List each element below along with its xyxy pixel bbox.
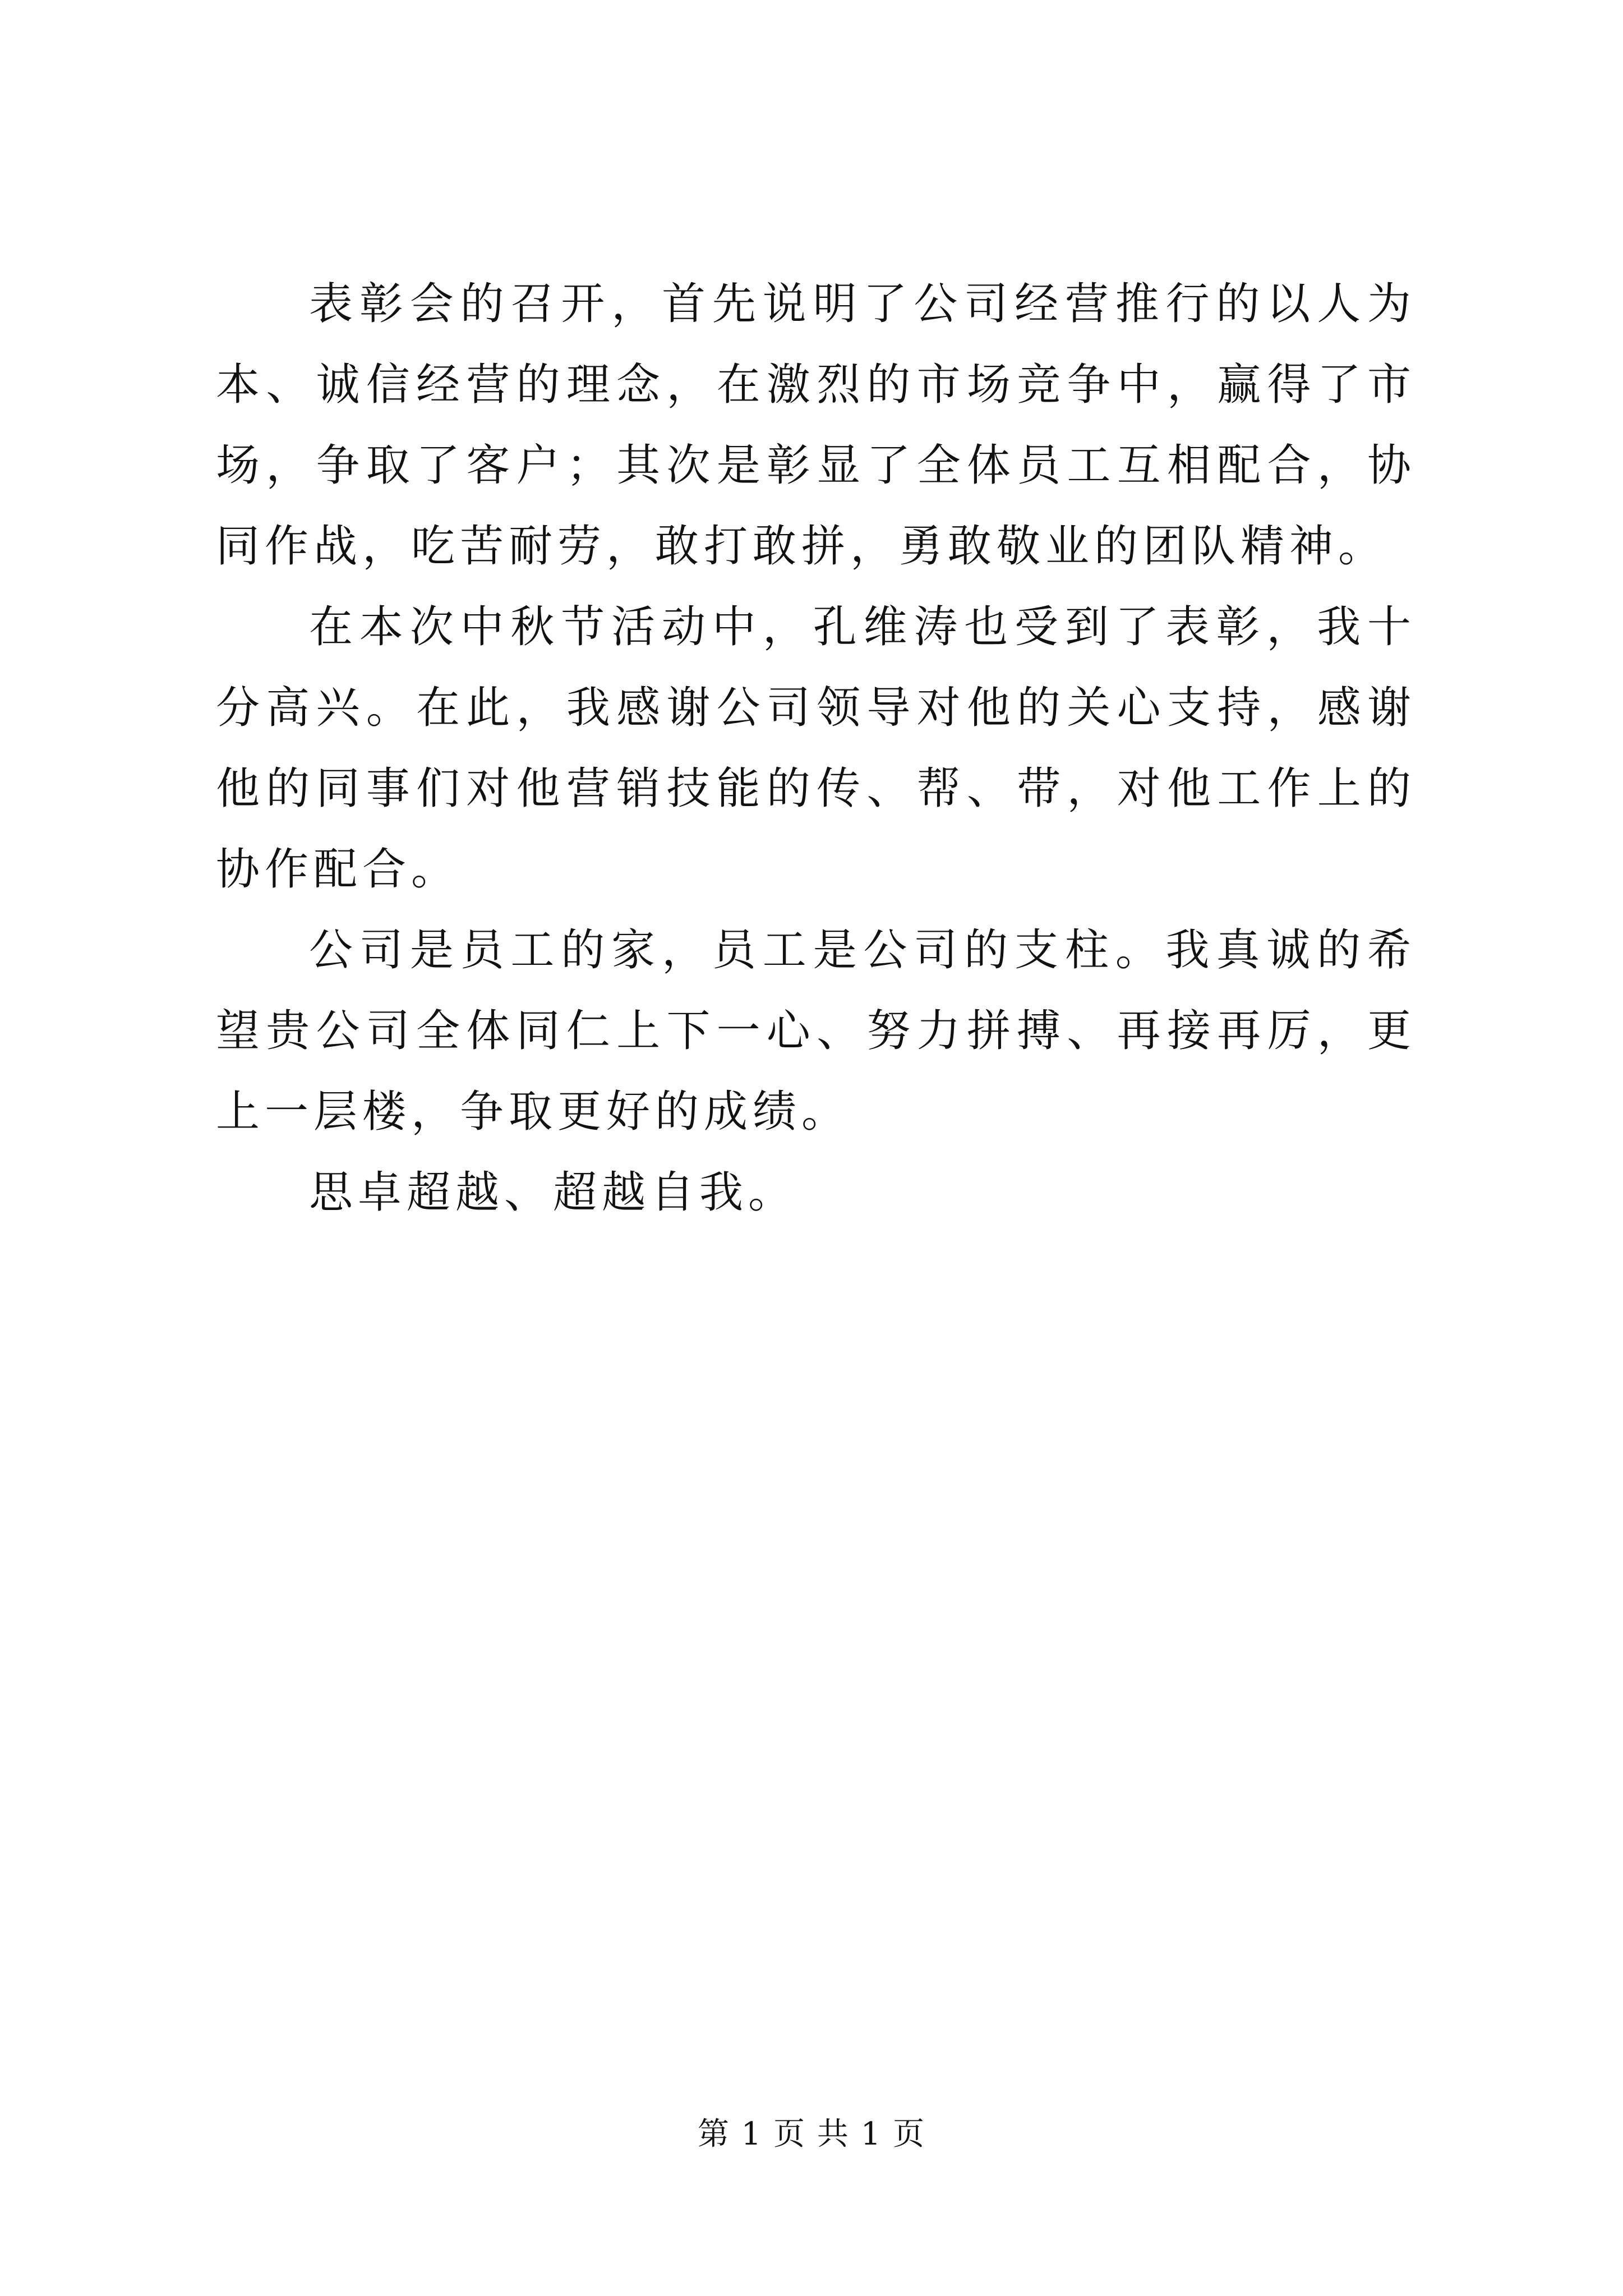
page-number-footer: 第 1 页 共 1 页 <box>697 2116 926 2152</box>
paragraph-4: 思卓超越、超越自我。 <box>309 1167 797 1218</box>
paragraph-3: 公司是员工的家，员工是公司的支柱。我真诚的希望贵公司全体同仁上下一心、努力拼搏、再接再厉，更上一层楼，争取更好的成绩。 <box>216 925 1416 1137</box>
paragraph-2: 在本次中秋节活动中，孔维涛也受到了表彰，我十分高兴。在此，我感谢公司领导对他的关心支持，感谢他的同事们对他营销技能的传、帮、带，对他工作上的协作配合。 <box>216 602 1416 895</box>
paragraph-1: 表彰会的召开，首先说明了公司经营推行的以人为本、诚信经营的理念，在激烈的市场竞争中，赢得了市场，争取了客户；其次是彰显了全体员工互相配合，协同作战，吃苦耐劳，敢打敢拼，勇敢敬业的团队精神。 <box>216 279 1416 572</box>
document-body <box>216 264 1416 1233</box>
